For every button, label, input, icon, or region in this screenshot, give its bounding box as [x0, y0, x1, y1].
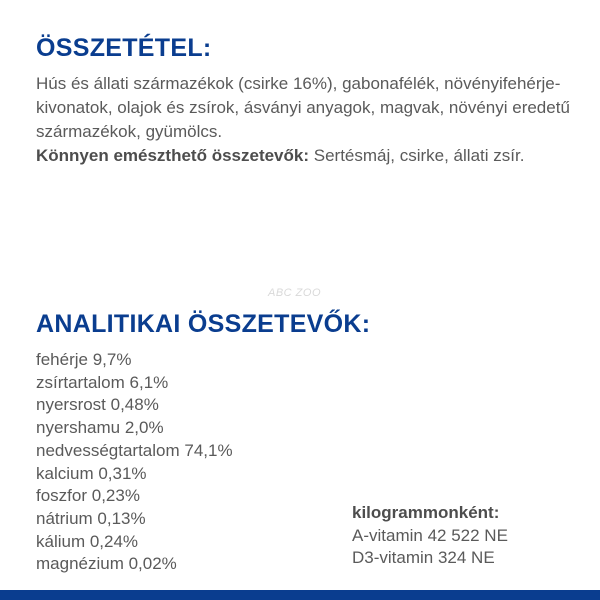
analytics-item: fehérje 9,7% — [36, 350, 132, 369]
analytics-item: nátrium 0,13% — [36, 508, 146, 528]
composition-text: Hús és állati származékok (csirke 16%), gabonafélék, növényifehérje-kivonatok, olajok és zsírok, ásványi anyagok, magvak, növényi eredetű származékok, gyümölcs. — [36, 74, 570, 141]
vitamins-block — [352, 502, 508, 570]
analytics-item: nedvességtartalom 74,1% — [36, 440, 233, 460]
analytics-item: nyershamu 2,0% — [36, 418, 164, 438]
vitamin-item: A-vitamin 42 522 NE — [352, 525, 508, 545]
watermark: ABC ZOO — [268, 287, 322, 299]
analytics-item: foszfor 0,23% — [36, 486, 140, 506]
analytics-item: zsírtartalom 6,1% — [36, 372, 169, 392]
footer-bar — [0, 590, 600, 600]
analytics-list — [36, 349, 233, 576]
composition-paragraph — [36, 72, 576, 168]
analytics-heading: ANALITIKAI ÖSSZETEVŐK: — [36, 310, 371, 338]
analytics-item: kálium 0,24% — [36, 531, 139, 551]
digestible-label: Könnyen emészthető összetevők: — [36, 146, 310, 165]
analytics-item: magnézium 0,02% — [36, 554, 177, 574]
vitamin-item: D3-vitamin 324 NE — [352, 548, 495, 567]
vitamins-title: kilogrammonként: — [352, 503, 500, 522]
digestible-text: Sertésmáj, csirke, állati zsír. — [313, 146, 525, 165]
analytics-item: nyersrost 0,48% — [36, 395, 159, 415]
analytics-item: kalcium 0,31% — [36, 463, 147, 483]
composition-heading: ÖSSZETÉTEL: — [36, 34, 212, 62]
